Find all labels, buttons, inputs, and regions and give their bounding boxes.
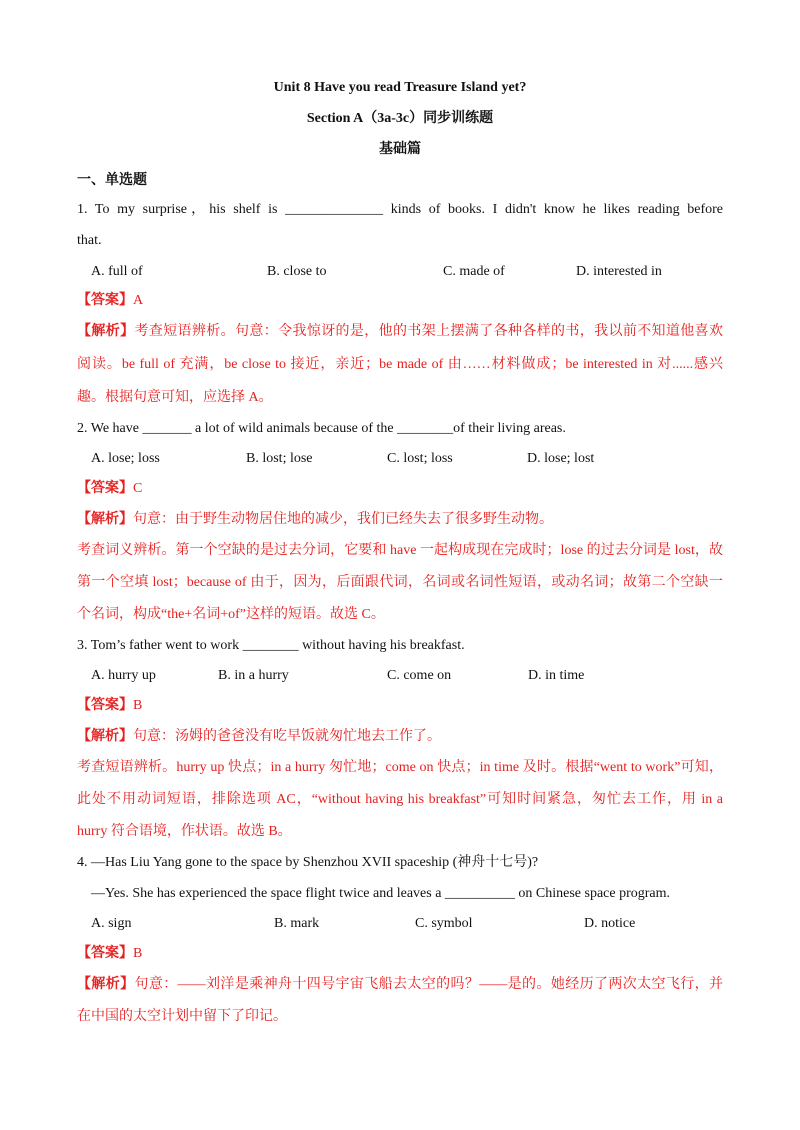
option-b: B. in a hurry (218, 668, 289, 683)
option-d: D. interested in (576, 264, 662, 279)
option-b: B. close to (267, 264, 327, 279)
answer-value: B (133, 946, 143, 961)
question-stem: 1. To my surprise，his shelf is ______________ kinds of books. I didn't know he likes reading before (77, 202, 723, 217)
answer-value: C (133, 481, 143, 496)
option-b: B. mark (274, 916, 320, 931)
analysis-tag: 【解析】 (77, 512, 133, 527)
option-b: B. lost; lose (246, 451, 313, 466)
analysis-text: 第一个空填 lost；because of 由于，因为，后面跟代词，名词或名词性短语，或动名词；故第二个空缺一 (77, 575, 723, 590)
analysis-text: 在中国的太空计划中留下了印记。 (77, 1009, 287, 1024)
option-d: D. in time (528, 668, 585, 683)
answer-line (77, 944, 142, 964)
analysis-text: 阅读。be full of 充满，be close to 接近，亲近；be made of 由……材料做成；be interested in 对......感兴 (77, 357, 723, 372)
option-c: C. symbol (415, 916, 473, 931)
analysis-text: 考查词义辨析。第一个空缺的是过去分词，它要和 have 一起构成现在完成时；lose 的过去分词是 lost，故 (77, 543, 723, 558)
answer-tag: 【答案】 (77, 481, 133, 496)
analysis-text: 句意：——刘洋是乘神舟十四号宇宙飞船去太空的吗？——是的。她经历了两次太空飞行，并 (134, 977, 724, 992)
option-a: A. hurry up (91, 668, 156, 683)
analysis-line (77, 510, 553, 530)
option-c: C. made of (443, 264, 505, 279)
answer-line (77, 479, 142, 499)
answer-tag: 【答案】 (77, 698, 133, 713)
question-stem: —Yes. She has experienced the space flight twice and leaves a __________ on Chinese space program. (91, 886, 671, 901)
question-stem: 3. Tom’s father went to work ________ without having his breakfast. (77, 638, 465, 653)
part-heading: 一、单选题 (77, 173, 147, 188)
analysis-text: 句意：汤姆的爸爸没有吃早饭就匆忙地去工作了。 (133, 729, 441, 744)
analysis-text: 趣。根据句意可知，应选择 A。 (77, 390, 273, 405)
analysis-text: 个名词，构成“the+名词+of”这样的短语。故选 C。 (77, 607, 385, 622)
analysis-line (77, 322, 723, 342)
option-c: C. lost; loss (387, 451, 453, 466)
answer-line (77, 696, 142, 716)
analysis-line (77, 975, 723, 995)
answer-tag: 【答案】 (77, 293, 133, 308)
option-a: A. lose; loss (91, 451, 160, 466)
section-subtitle: Section A（3a-3c）同步训练题 (306, 111, 494, 126)
answer-value: B (133, 698, 143, 713)
analysis-text: 考查短语辨析。hurry up 快点；in a hurry 匆忙地；come on 快点；in time 及时。根据“went to work”可知， (77, 760, 723, 775)
analysis-text: 句意：由于野生动物居住地的减少，我们已经失去了很多野生动物。 (133, 512, 553, 527)
option-d: D. notice (584, 916, 636, 931)
analysis-text: hurry 符合语境，作状语。故选 B。 (77, 824, 292, 839)
option-a: A. sign (91, 916, 132, 931)
level-heading: 基础篇 (379, 142, 421, 157)
answer-value: A (133, 293, 144, 308)
analysis-line (77, 727, 441, 747)
analysis-tag: 【解析】 (77, 729, 133, 744)
analysis-tag: 【解析】 (77, 324, 135, 339)
option-a: A. full of (91, 264, 143, 279)
question-stem: 2. We have _______ a lot of wild animals because of the ________of their living areas. (77, 421, 566, 436)
answer-tag: 【答案】 (77, 946, 133, 961)
document-title: Unit 8 Have you read Treasure Island yet? (273, 80, 527, 95)
analysis-tag: 【解析】 (77, 977, 135, 992)
answer-line (77, 291, 143, 311)
analysis-text: 考查短语辨析。句意：令我惊讶的是，他的书架上摆满了各种各样的书，我以前不知道他喜欢 (134, 324, 724, 339)
option-d: D. lose; lost (527, 451, 595, 466)
question-stem: 4. —Has Liu Yang gone to the space by Shenzhou XVII spaceship (神舟十七号)? (77, 855, 539, 870)
analysis-text: 此处不用动词短语，排除选项 AC，“without having his breakfast”可知时间紧急，匆忙去工作，用 in a (77, 792, 723, 807)
question-stem: that. (77, 233, 102, 248)
option-c: C. come on (387, 668, 452, 683)
